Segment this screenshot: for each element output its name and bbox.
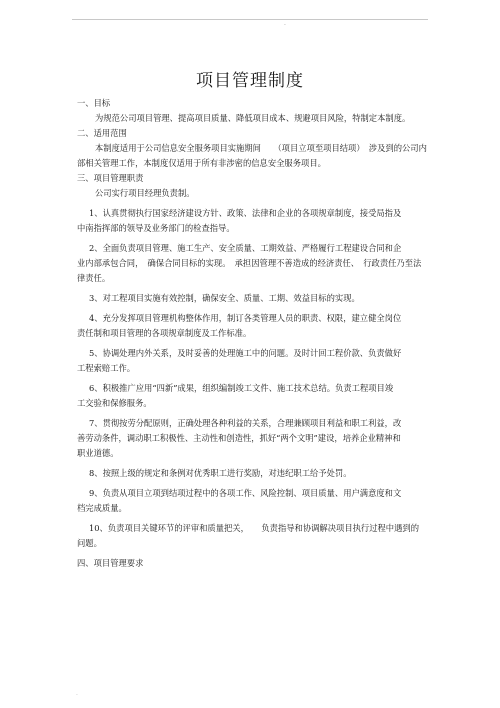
duty-line: 3、对工程项目实施有效控制，确保安全、质量、工期、效益目标的实现。 [89, 293, 360, 303]
section-heading-scope: 二、适用范围 [77, 128, 127, 138]
duty-item [77, 346, 427, 376]
duty-line: 业内部承包合同， 确保合同目标的实现。 承担因管理不善造成的经济责任、 行政责任乃至法 [77, 258, 422, 268]
duty-item [77, 416, 427, 461]
section-heading-duties: 三、项目管理职责 [77, 173, 144, 183]
duty-item [77, 311, 427, 341]
duty-line: 9、负责从项目立项到结项过程中的各项工作、风险控制、项目质量、用户满意度和文 [89, 488, 402, 498]
section-heading-goal: 一、目标 [77, 98, 111, 108]
section-heading-requirements: 四、项目管理要求 [77, 558, 144, 568]
section-text-goal: 为规范公司项目管理、提高项目质量、降低项目成本、规避项目风险，特制定本制度。 [95, 113, 411, 123]
scope-line-2: 部相关管理工作，本制度仅适用于所有非涉密的信息安全服务项目。 [77, 158, 326, 168]
duty-item [77, 521, 427, 551]
duty-line: 职业道德。 [77, 448, 119, 458]
scope-line-1: 本制度适用于公司信息安全服务项目实施期间 （项目立项至项目结项） 涉及到的公司内 [95, 143, 427, 153]
document-body [77, 96, 427, 571]
duty-line: 律责任。 [77, 273, 111, 283]
duty-line: 工程索赔工作。 [77, 363, 136, 373]
duty-line: 档完成质量。 [77, 503, 127, 513]
duty-item [77, 291, 427, 306]
duty-line: 6、积极推广应用“四新”成果，组织编制竣工文件、施工技术总结。负责工程项目竣 [89, 383, 394, 393]
duty-line: 1、认真贯彻执行国家经济建设方针、政策、法律和企业的各项规章制度，接受局指及 [89, 208, 402, 218]
duty-item [77, 381, 427, 411]
duty-line: 10、负责项目关键环节的评审和质量把关， 负责指导和协调解决项目执行过程中遇到的 [89, 523, 419, 533]
duty-item [77, 206, 427, 236]
duty-item [77, 241, 427, 286]
duty-line: 2、全面负责项目管理、施工生产、安全质量、工期效益、严格履行工程建设合同和企 [89, 243, 402, 253]
duty-line: 中南指挥部的领导及业务部门的检查指导。 [77, 223, 235, 233]
duty-line: 7、贯彻按劳分配原则，正确处理各种利益的关系，合理兼顾项目利益和职工利益，改 [89, 418, 402, 428]
duty-line: 工交验和保修服务。 [77, 398, 152, 408]
duty-item [77, 466, 427, 481]
duty-line: 责任制和项目管理的各项规章制度及工作标准。 [77, 328, 252, 338]
duty-line: 4、充分发挥项目管理机构整体作用，制订各类管理人员的职责、权限，建立健全岗位 [89, 313, 402, 323]
document-title: 项目管理制度 [196, 71, 304, 91]
duty-line: 8、按照上级的规定和条例对优秀职工进行奖励，对违纪职工给予处罚。 [89, 468, 352, 478]
duty-line: 5、协调处理内外关系，及时妥善的处理施工中的问题。及时计回工程价款、负责做好 [89, 348, 402, 358]
header-rule [72, 19, 428, 20]
duty-line: 问题。 [77, 538, 102, 548]
header-mark: . [284, 20, 286, 27]
footer-mark: . [76, 690, 78, 697]
duty-line: 善劳动条件，调动职工积极性、主动性和创造性，抓好“两个文明”建设，培养企业精神和 [77, 433, 401, 443]
duties-intro: 公司实行项目经理负责制。 [95, 188, 195, 198]
duty-item [77, 486, 427, 516]
